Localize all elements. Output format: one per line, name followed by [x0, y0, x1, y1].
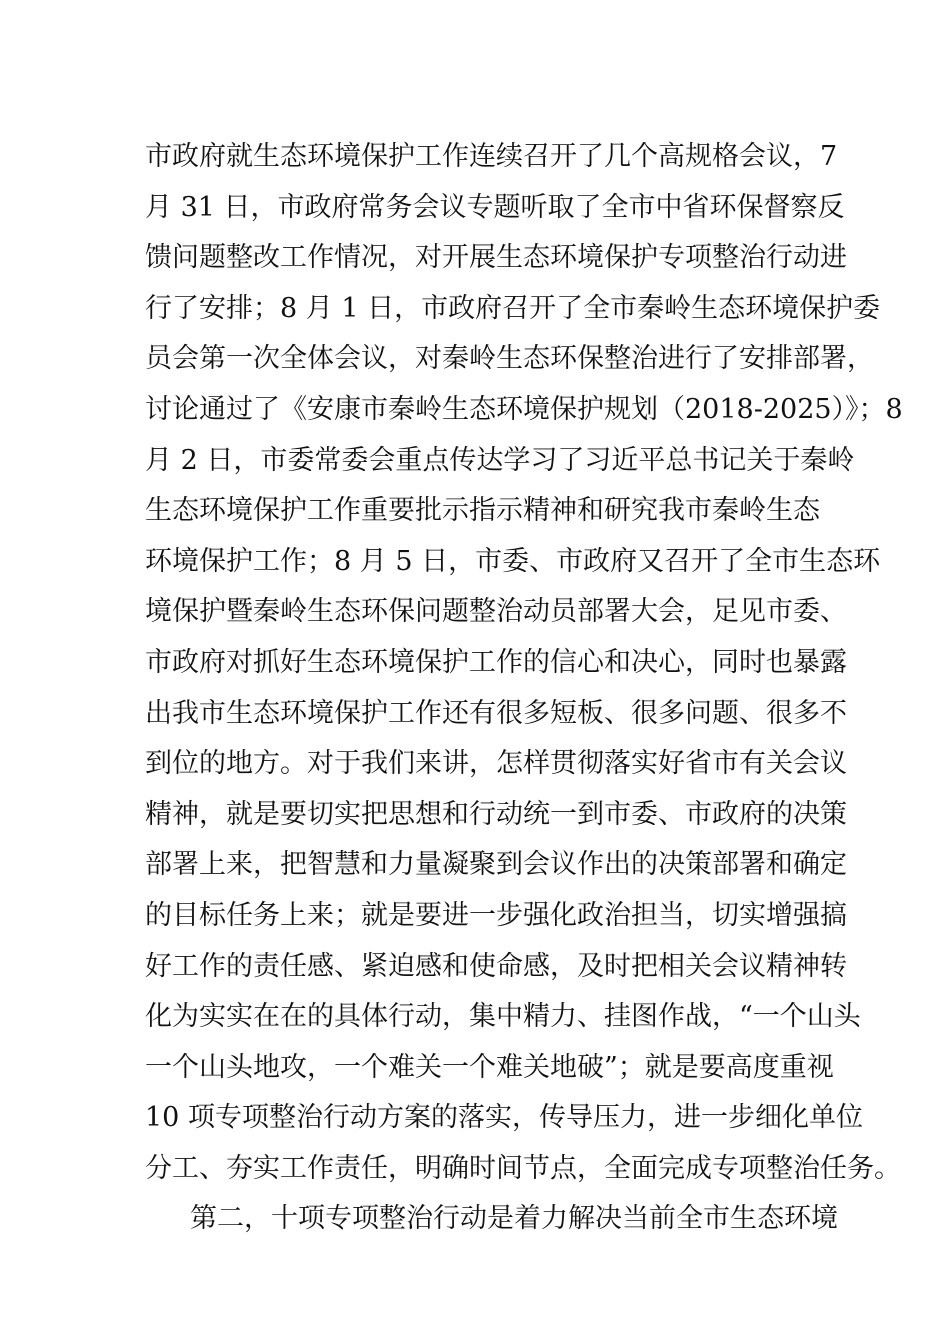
text-line: 行了安排；8 月 1 日，市政府召开了全市秦岭生态环境保护委 [145, 292, 881, 324]
text-line: 馈问题整改工作情况，对开展生态环境保护专项整治行动进 [145, 242, 847, 274]
text-line: 讨论通过了《安康市秦岭生态环境保护规划（2018-2025）》；8 [145, 393, 903, 425]
text-line: 部署上来，把智慧和力量凝聚到会议作出的决策部署和确定 [145, 849, 847, 881]
text-line: 员会第一次全体会议，对秦岭生态环保整治进行了安排部署， [145, 343, 874, 375]
text-line: 好工作的责任感、紧迫感和使命感，及时把相关会议精神转 [145, 950, 847, 982]
text-line: 精神，就是要切实把思想和行动统一到市委、市政府的决策 [145, 798, 847, 830]
text-line: 生态环境保护工作重要批示指示精神和研究我市秦岭生态 [145, 495, 820, 527]
text-line: 出我市生态环境保护工作还有很多短板、很多问题、很多不 [145, 697, 847, 729]
text-line: 市政府就生态环境保护工作连续召开了几个高规格会议，7 [145, 141, 838, 172]
text-line: 分工、夯实工作责任，明确时间节点，全面完成专项整治任务。 [145, 1152, 901, 1184]
text-line: 环境保护工作；8 月 5 日，市委、市政府又召开了全市生态环 [145, 545, 881, 577]
text-line: 10 项专项整治行动方案的落实，传导压力，进一步细化单位 [145, 1102, 863, 1134]
text-line: 的目标任务上来；就是要进一步强化政治担当，切实增强搞 [145, 899, 847, 931]
text-line: 境保护暨秦岭生态环保问题整治动员部署大会，足见市委、 [145, 596, 847, 628]
text-line: 月 2 日，市委常委会重点传达学习了习近平总书记关于秦岭 [145, 444, 855, 476]
text-line: 一个山头地攻，一个难关一个难关地破”；就是要高度重视 [145, 1051, 834, 1083]
text-line: 化为实实在在的具体行动，集中精力、挂图作战，“一个山头 [145, 1001, 861, 1033]
text-line: 市政府对抓好生态环境保护工作的信心和决心，同时也暴露 [145, 646, 847, 678]
text-line: 月 31 日，市政府常务会议专题听取了全市中省环保督察反 [145, 191, 845, 223]
body-text [145, 132, 903, 1245]
paragraph-start-line: 第二，十项专项整治行动是着力解决当前全市生态环境 [190, 1203, 838, 1235]
text-line: 到位的地方。对于我们来讲，怎样贯彻落实好省市有关会议 [145, 748, 847, 780]
